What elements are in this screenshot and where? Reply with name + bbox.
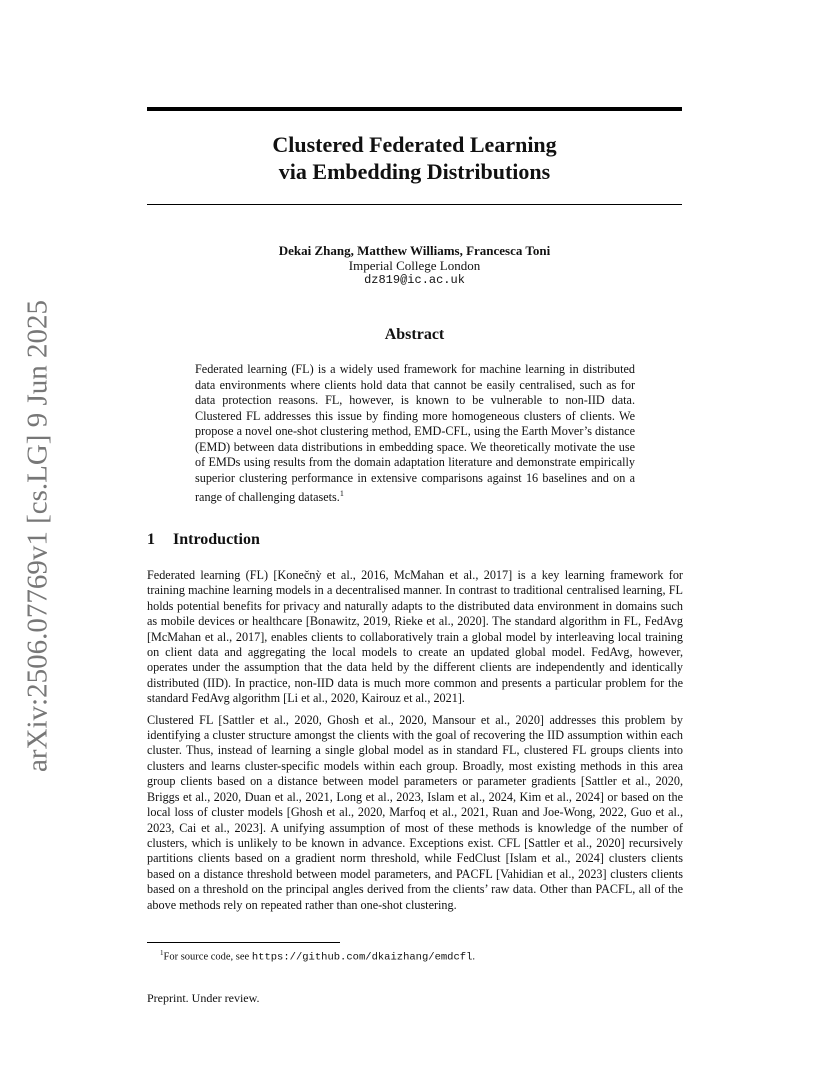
source-code-link[interactable]: https://github.com/dkaizhang/emdcfl: [251, 951, 473, 964]
author-email: dz819@ic.ac.uk: [364, 273, 465, 287]
paper-title: [147, 131, 682, 185]
paragraph-2: Clustered FL [Sattler et al., 2020, Ghosh et al., 2020, Mansour et al., 2020] addresses this problem by identifying a cluster structure amongst the clients with the goal of recovering the IID assumption within each cluster. Thus, instead of learning a single global model as in standard FL, clustered FL groups clients into clusters and learns cluster-specific models within each group. Broadly, most existing methods in this area group clients based on a distance between model parameters or parameter gradients [Sattler et al., 2020, Briggs et al., 2020, Duan et al., 2021, Long et al., 2023, Islam et al., 2024, Kim et al., 2024] or based on the local loss of cluster models [Ghosh et al., 2020, Marfoq et al., 2021, Ruan and Joe-Wong, 2022, Guo et al., 2023, Cai et al., 2023]. A unifying assumption of most of these methods is knowledge of the number of clusters, which is unlikely to be known in advance. Exceptions exist. CFL [Sattler et al., 2020] recursively partitions clients based on a gradient norm threshold, while FedClust [Islam et al., 2024] clusters clients based on a distance threshold between model parameters, and PACFL [Vahidian et al., 2023] clusters clients based on a threshold on the principal angles derived from the clients’ raw data. Other than PACFL, all of the above methods rely on repeated rather than one-shot clustering.: [147, 712, 683, 912]
footnote: [160, 949, 475, 964]
section-number: 1: [147, 531, 155, 548]
abstract-footnote-marker: 1: [339, 489, 344, 498]
footnote-text: For source code, see: [163, 951, 252, 963]
section-title: Introduction: [173, 531, 260, 548]
abstract-text: Federated learning (FL) is a widely used framework for machine learning in distributed data environments where clients hold data that cannot be easily centralised, such as for data protection reasons. FL, however, is known to be vulnerable to non-IID data. Clustered FL addresses this issue by finding more homogeneous clusters of clients. We propose a novel one-shot clustering method, EMD-CFL, using the Earth Mover’s distance (EMD) between data distributions in embedding space. We theoretically motivate the use of EMDs using results from the domain adaptation literature and demonstrate empirically superior clustering performance in extensive comparisons against 16 baselines and on a range of challenging datasets.: [195, 362, 635, 505]
section-heading: [147, 531, 260, 549]
arxiv-identifier: arXiv:2506.07769v1 [cs.LG] 9 Jun 2025: [21, 299, 54, 773]
footnote-marker: 1: [160, 949, 164, 957]
title-line-2: via Embedding Distributions: [278, 159, 551, 184]
introduction-body: [147, 568, 683, 919]
title-line-1: Clustered Federated Learning: [272, 132, 557, 157]
abstract-heading: Abstract: [384, 326, 445, 343]
footnote-rule: [147, 942, 340, 943]
abstract-body: [195, 362, 635, 506]
footnote-end: .: [472, 951, 476, 963]
paragraph-1: Federated learning (FL) [Konečnỳ et al., 2016, McMahan et al., 2017] is a key learning framework for training machine learning models in a decentralised manner. In contrast to traditional centralised learning, FL holds potential benefits for privacy and naturally adapts to the distributed data environment in domains such as mobile devices or healthcare [Bonawitz, 2019, Rieke et al., 2020]. The standard algorithm in FL, FedAvg [McMahan et al., 2017], enables clients to collaboratively train a global model by interleaving local training on client data and aggregating the local models to create an updated global model. FedAvg, however, operates under the assumption that the data held by the different clients are independently and identically distributed (IID). In practice, non-IID data is much more common and presents a particular problem for the standard FedAvg algorithm [Li et al., 2020, Kairouz et al., 2021].: [147, 568, 683, 706]
title-bottom-rule: [147, 204, 682, 205]
title-top-rule: [147, 107, 682, 111]
author-names: Dekai Zhang, Matthew Williams, Francesca Toni: [278, 243, 551, 258]
author-block: [147, 243, 682, 288]
preprint-note: Preprint. Under review.: [147, 991, 260, 1005]
affiliation: Imperial College London: [348, 258, 481, 273]
